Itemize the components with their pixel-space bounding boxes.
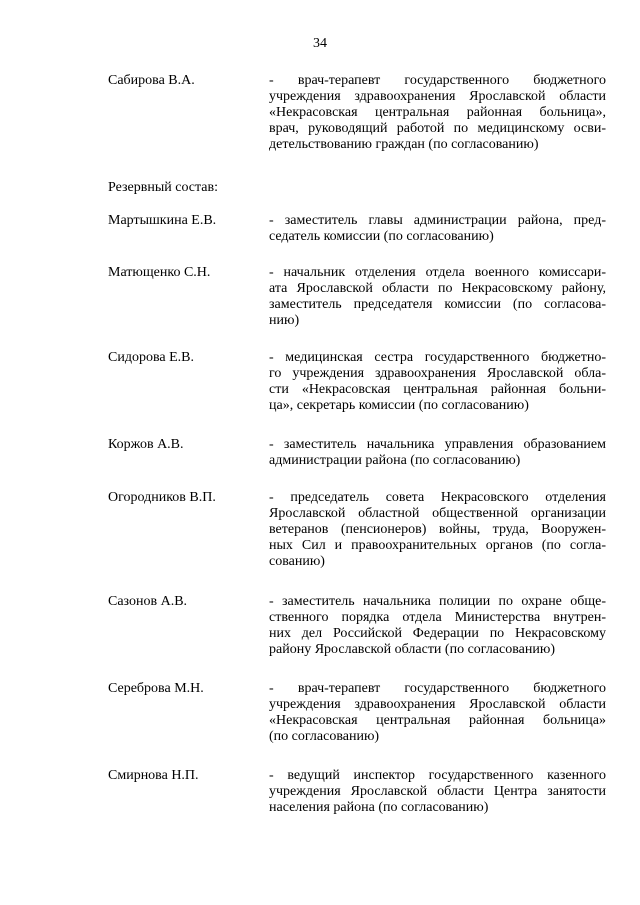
role-line: «Некрасовская центральная районная больница», [269, 105, 606, 120]
role-line: них дел Российской Федерации по Некрасовскому [269, 626, 606, 641]
role-line: ветеранов (пенсионеров) войны, труда, Вооружен- [269, 522, 606, 537]
role-line: го учреждения здравоохранения Ярославской обла- [269, 366, 606, 381]
role-line: врач, руководящий работой по медицинскому осви- [269, 121, 606, 136]
role-line: - ведущий инспектор государственного казенного [269, 768, 606, 783]
member-role [269, 350, 606, 414]
role-line: нию) [269, 313, 300, 328]
role-line: учреждения здравоохранения Ярославской области [269, 697, 606, 712]
role-line: детельствованию граждан (по согласованию) [269, 137, 539, 152]
role-line: учреждения здравоохранения Ярославской области [269, 89, 606, 104]
role-line: району Ярославской области (по согласованию) [269, 642, 555, 657]
member-name: Сидорова Е.В. [108, 350, 194, 365]
role-line: - заместитель главы администрации района, пред- [269, 213, 606, 228]
role-line: - врач-терапевт государственного бюджетного [269, 73, 606, 88]
member-name: Коржов А.В. [108, 437, 184, 452]
role-line: - заместитель начальника управления образованием [269, 437, 606, 452]
role-line: учреждения Ярославской области Центра занятости [269, 784, 606, 799]
member-role [269, 213, 606, 245]
member-name: Смирнова Н.П. [108, 768, 199, 783]
role-line: ата Ярославской области по Некрасовскому району, [269, 281, 606, 296]
role-line: седатель комиссии (по согласованию) [269, 229, 494, 244]
reserve-heading: Резервный состав: [108, 180, 219, 195]
member-name: Сазонов А.В. [108, 594, 188, 609]
role-line: администрации района (по согласованию) [269, 453, 521, 468]
role-line: ца», секретарь комиссии (по согласованию) [269, 398, 529, 413]
role-line: населения района (по согласованию) [269, 800, 489, 815]
member-name: Огородников В.П. [108, 490, 216, 505]
member-name: Сабирова В.А. [108, 73, 195, 88]
role-line: (по согласованию) [269, 729, 380, 744]
member-name: Сереброва М.Н. [108, 681, 204, 696]
member-name: Матющенко С.Н. [108, 265, 211, 280]
role-line: - начальник отделения отдела военного комиссари- [269, 265, 606, 280]
member-role [269, 681, 606, 745]
member-role [269, 73, 606, 153]
role-line: ственного порядка отдела Министерства внутрен- [269, 610, 606, 625]
member-role [269, 768, 606, 816]
role-line: сованию) [269, 554, 325, 569]
member-role [269, 594, 606, 658]
role-line: Ярославской областной общественной организации [269, 506, 606, 521]
role-line: ных Сил и правоохранительных органов (по согла- [269, 538, 606, 553]
page-number: 34 [313, 36, 327, 51]
member-name: Мартышкина Е.В. [108, 213, 217, 228]
role-line: заместитель председателя комиссии (по согласова- [269, 297, 606, 312]
role-line: сти «Некрасовская центральная районная больни- [269, 382, 606, 397]
role-line: - председатель совета Некрасовского отделения [269, 490, 606, 505]
role-line: - заместитель начальника полиции по охране обще- [269, 594, 606, 609]
member-role [269, 265, 606, 329]
role-line: - медицинская сестра государственного бюджетно- [269, 350, 606, 365]
role-line: «Некрасовская центральная районная больница» [269, 713, 606, 728]
member-role [269, 437, 606, 469]
role-line: - врач-терапевт государственного бюджетного [269, 681, 606, 696]
member-role [269, 490, 606, 570]
